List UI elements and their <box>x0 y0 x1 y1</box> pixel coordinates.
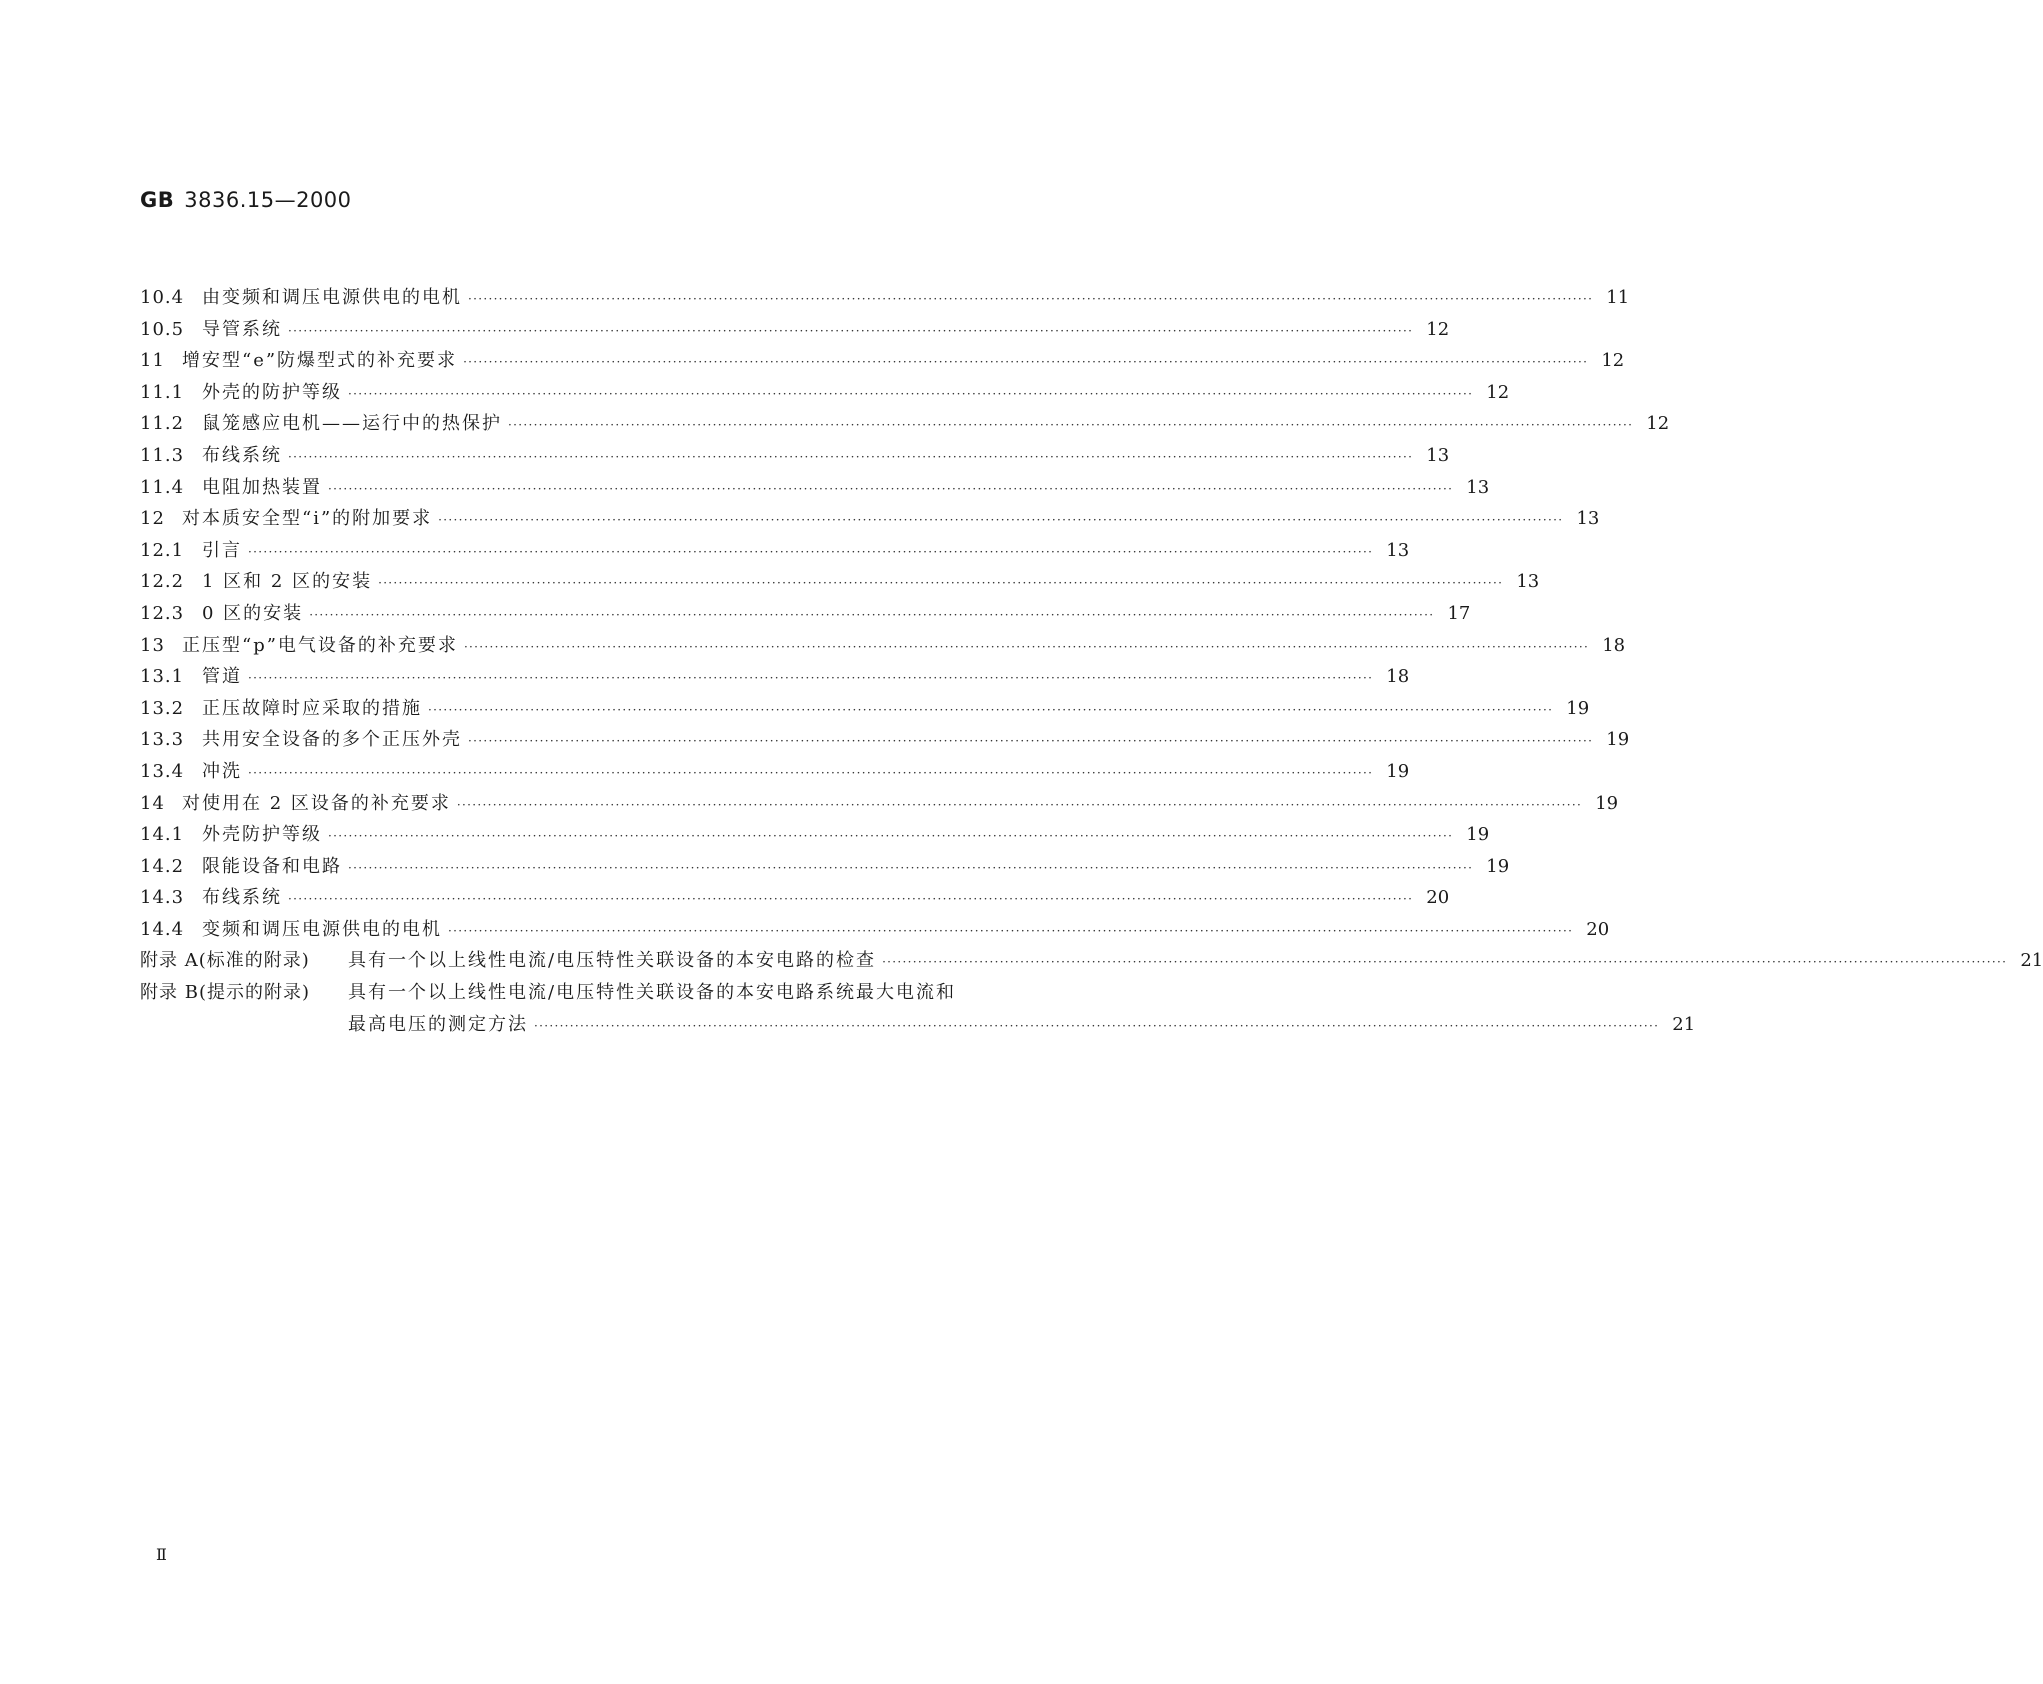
toc-entry-title: 限能设备和电路 <box>202 855 342 877</box>
toc-entry-page: 13 <box>1576 508 1600 530</box>
toc-entry-number: 12.2 <box>140 571 185 593</box>
toc-entry-page: 12 <box>1646 413 1670 435</box>
toc-entry[interactable] <box>140 851 1510 883</box>
toc-entry[interactable] <box>140 914 1610 946</box>
dot-leader: ···························································································································································································································· <box>428 702 1554 717</box>
dot-leader: ···························································································································································································································· <box>508 418 1634 433</box>
toc-entry-title: 变频和调压电源供电的电机 <box>202 918 442 940</box>
toc-entry-title: 1 区和 2 区的安装 <box>202 571 373 593</box>
toc-entry-number: 14.1 <box>140 824 185 846</box>
toc-entry-page: 19 <box>1386 760 1410 782</box>
toc-entry-title: 增安型“e”防爆型式的补充要求 <box>182 350 458 372</box>
dot-leader: ···························································································································································································································· <box>456 797 1583 812</box>
dot-leader: ···························································································································································································································· <box>348 860 1474 875</box>
annex-label: 附录 B(提示的附录) <box>140 982 310 1004</box>
toc-entry-page: 12 <box>1486 381 1510 403</box>
dot-leader: ···························································································································································································································· <box>463 639 1590 654</box>
toc-entry-title: 鼠笼感应电机——运行中的热保护 <box>202 413 502 435</box>
annex-title-line1: 具有一个以上线性电流/电压特性关联设备的本安电路系统最大电流和 <box>348 982 957 1004</box>
toc-entry-number: 13.4 <box>140 760 185 782</box>
toc-entry-title: 正压故障时应采取的措施 <box>202 697 422 719</box>
toc-entry-number: 13.2 <box>140 697 185 719</box>
dot-leader: ···························································································································································································································· <box>463 355 1589 370</box>
toc-entry-page: 20 <box>1426 887 1450 909</box>
toc-entry-number: 14.4 <box>140 918 185 940</box>
dot-leader: ···························································································································································································································· <box>468 292 1594 306</box>
dot-leader: ···························································································································································································································· <box>288 449 1414 464</box>
toc-entry-number: 11.4 <box>140 476 185 498</box>
toc-entry[interactable] <box>140 630 1626 662</box>
dot-leader: ···························································································································································································································· <box>438 513 1564 528</box>
toc-entry-number: 10.5 <box>140 318 185 340</box>
annex-title: 具有一个以上线性电流/电压特性关联设备的本安电路的检查 <box>348 950 877 972</box>
toc-entry[interactable] <box>140 472 1490 504</box>
dot-leader: ···························································································································································································································· <box>468 734 1594 749</box>
toc-entry-number: 14.3 <box>140 887 185 909</box>
page-number: Ⅱ <box>156 1545 167 1564</box>
annex-label: 附录 A(标准的附录) <box>140 950 310 972</box>
toc-entry-page: 19 <box>1466 824 1490 846</box>
toc-entry-title: 对使用在 2 区设备的补充要求 <box>182 792 451 814</box>
toc-entry[interactable] <box>140 788 1619 820</box>
toc-entry-number: 12.1 <box>140 539 185 561</box>
toc-entry-page: 12 <box>1601 350 1625 372</box>
toc-entry-number: 14.2 <box>140 855 185 877</box>
annex-page: 21 <box>1672 1013 1696 1035</box>
toc-entry[interactable] <box>140 693 1590 725</box>
toc-entry[interactable] <box>140 819 1490 851</box>
toc-entry[interactable] <box>140 756 1410 788</box>
dot-leader: ···························································································································································································································· <box>328 481 1454 496</box>
toc-entry-page: 19 <box>1606 729 1630 751</box>
toc-entry-page: 13 <box>1386 539 1410 561</box>
toc-entry-page: 12 <box>1426 318 1450 340</box>
dot-leader: ···························································································································································································································· <box>378 576 1504 591</box>
toc-entry-page: 19 <box>1595 792 1619 814</box>
toc-entry-title: 布线系统 <box>202 887 282 909</box>
toc-entry-number: 12 <box>140 508 165 530</box>
standard-prefix: GB <box>140 188 175 212</box>
toc-entry-title: 冲洗 <box>202 760 242 782</box>
toc-entry-number: 14 <box>140 792 165 814</box>
dot-leader: ···························································································································································································································· <box>248 544 1374 559</box>
toc-entry-page: 19 <box>1566 697 1590 719</box>
toc-entry-page: 13 <box>1466 476 1490 498</box>
toc-entry-number: 11.2 <box>140 413 185 435</box>
toc-entry-title: 对本质安全型“i”的附加要求 <box>182 508 433 530</box>
toc-entry-title: 0 区的安装 <box>202 602 304 624</box>
toc-entry[interactable] <box>140 503 1600 535</box>
toc-entry-title: 共用安全设备的多个正压外壳 <box>202 729 462 751</box>
dot-leader: ···························································································································································································································· <box>448 923 1574 938</box>
dot-leader: ···························································································································································································································· <box>328 829 1454 844</box>
dot-leader: ···························································································································································································································· <box>348 386 1474 401</box>
toc-entry-number: 12.3 <box>140 602 185 624</box>
toc-entry-title: 布线系统 <box>202 444 282 466</box>
toc-entry-title: 导管系统 <box>202 318 282 340</box>
toc-entry-number: 10.4 <box>140 287 185 308</box>
toc-entry-page: 11 <box>1606 287 1630 308</box>
toc-entry-number: 11 <box>140 350 165 372</box>
toc-entry[interactable] <box>140 661 1410 693</box>
toc-entry-number: 11.1 <box>140 381 185 403</box>
toc-entry-page: 13 <box>1516 571 1540 593</box>
dot-leader: ···························································································································································································································· <box>534 1018 1660 1033</box>
dot-leader: ···························································································································································································································· <box>882 955 2008 970</box>
toc-entry-title: 管道 <box>202 666 242 688</box>
toc-entry-title: 由变频和调压电源供电的电机 <box>202 287 462 308</box>
toc-entry-page: 18 <box>1602 634 1626 656</box>
toc-entry-title: 引言 <box>202 539 242 561</box>
toc-entry-number: 13.3 <box>140 729 185 751</box>
toc-entry[interactable] <box>140 724 1630 756</box>
dot-leader: ···························································································································································································································· <box>248 765 1374 780</box>
toc-entry-page: 19 <box>1486 855 1510 877</box>
standard-code <box>140 188 352 212</box>
toc-annex-a[interactable] <box>140 945 2043 977</box>
toc-entry-page: 20 <box>1586 918 1610 940</box>
annex-title-line2: 最高电压的测定方法 <box>348 1013 528 1035</box>
toc-entry-title: 电阻加热装置 <box>202 476 322 498</box>
toc-entry[interactable] <box>140 535 1410 567</box>
toc-entry[interactable] <box>140 440 1450 472</box>
table-of-contents <box>140 282 2043 1040</box>
toc-entry-title: 正压型“p”电气设备的补充要求 <box>182 634 458 656</box>
dot-leader: ···························································································································································································································· <box>288 323 1414 338</box>
toc-annex-b[interactable] <box>140 977 1062 1009</box>
toc-entry-number: 13 <box>140 634 165 656</box>
annex-page: 21 <box>2020 950 2043 972</box>
toc-entry[interactable] <box>140 882 1450 914</box>
toc-entry[interactable] <box>140 598 1471 630</box>
toc-entry-title: 外壳防护等级 <box>202 824 322 846</box>
dot-leader: ···························································································································································································································· <box>248 671 1374 686</box>
dot-leader: ···························································································································································································································· <box>309 607 1435 622</box>
toc-entry-number: 13.1 <box>140 666 185 688</box>
toc-entry-page: 13 <box>1426 444 1450 466</box>
dot-leader: ···························································································································································································································· <box>288 892 1414 907</box>
toc-entry[interactable] <box>140 345 1625 377</box>
toc-entry-page: 18 <box>1386 666 1410 688</box>
toc-entry-page: 17 <box>1447 602 1471 624</box>
standard-number: 3836.15—2000 <box>184 188 352 212</box>
toc-entry[interactable] <box>140 408 1670 440</box>
toc-entry[interactable] <box>140 314 1450 346</box>
toc-annex-b-continued[interactable] <box>140 1009 1696 1041</box>
toc-entry[interactable] <box>140 377 1510 409</box>
toc-entry-title: 外壳的防护等级 <box>202 381 342 403</box>
toc-entry[interactable] <box>140 282 1630 314</box>
toc-entry[interactable] <box>140 566 1540 598</box>
toc-entry-number: 11.3 <box>140 444 185 466</box>
